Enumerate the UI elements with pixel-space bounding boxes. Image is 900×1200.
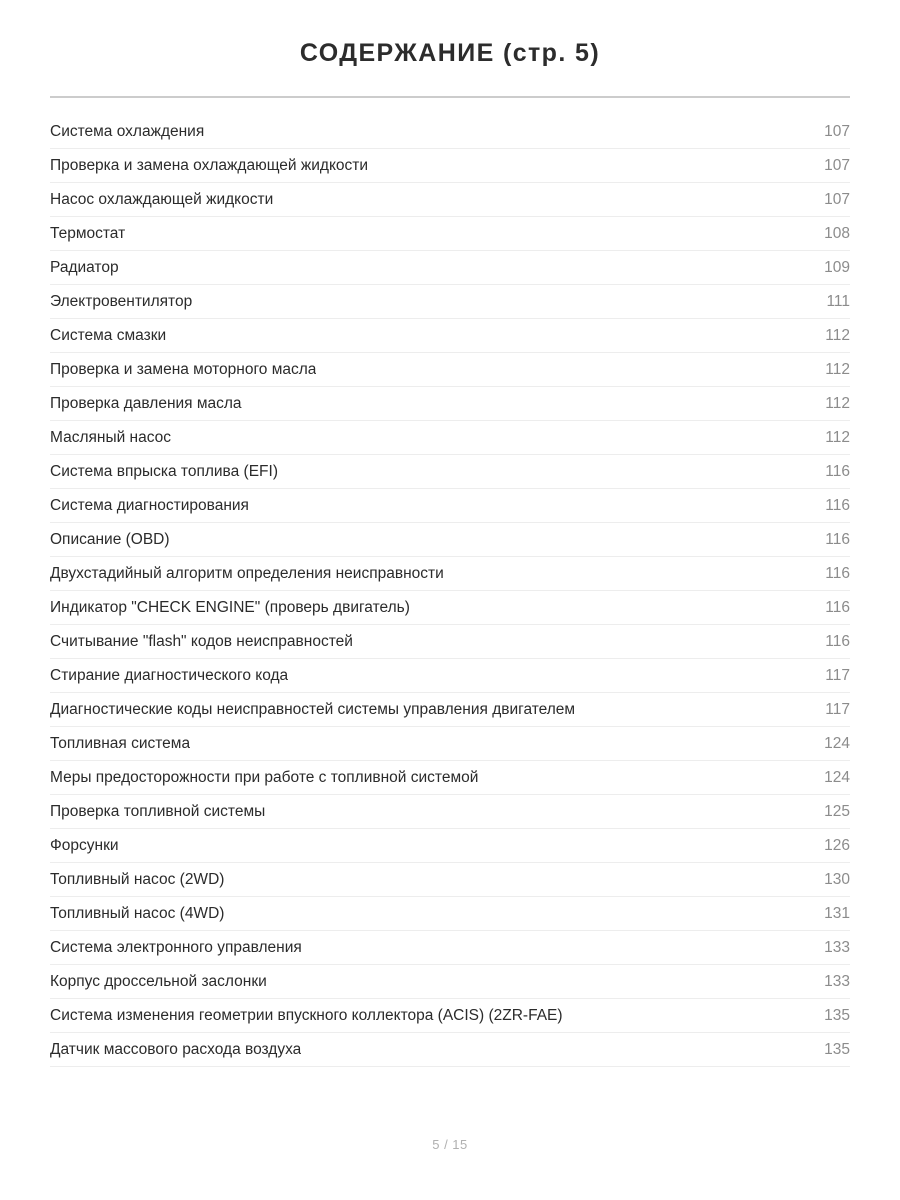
toc-entry-label: Датчик массового расхода воздуха bbox=[50, 1041, 302, 1059]
toc-entry-page-number: 133 bbox=[824, 973, 850, 991]
toc-entry[interactable] bbox=[50, 319, 850, 353]
toc-entry-label: Проверка давления масла bbox=[50, 395, 242, 413]
toc-entry-label: Стирание диагностического кода bbox=[50, 667, 289, 685]
toc-entry[interactable] bbox=[50, 863, 850, 897]
toc-entry[interactable] bbox=[50, 1033, 850, 1067]
toc-entry[interactable] bbox=[50, 489, 850, 523]
toc-entry[interactable] bbox=[50, 795, 850, 829]
toc-entry[interactable] bbox=[50, 183, 850, 217]
toc-entry-page-number: 116 bbox=[825, 565, 850, 583]
toc-entry-page-number: 130 bbox=[824, 871, 850, 889]
toc-entry-label: Меры предосторожности при работе с топливной системой bbox=[50, 769, 479, 787]
toc-entry-page-number: 112 bbox=[825, 361, 850, 379]
toc-entry-label: Топливный насос (2WD) bbox=[50, 871, 225, 889]
toc-entry-label: Топливная система bbox=[50, 735, 191, 753]
toc-entry[interactable] bbox=[50, 149, 850, 183]
toc-entry-page-number: 125 bbox=[824, 803, 850, 821]
toc-entry[interactable] bbox=[50, 625, 850, 659]
toc-entry-page-number: 116 bbox=[825, 463, 850, 481]
toc-entry-label: Насос охлаждающей жидкости bbox=[50, 191, 274, 209]
toc-entry[interactable] bbox=[50, 251, 850, 285]
toc-entry-page-number: 124 bbox=[824, 769, 850, 787]
toc-entry[interactable] bbox=[50, 897, 850, 931]
toc-entry-label: Двухстадийный алгоритм определения неисправности bbox=[50, 565, 444, 583]
toc-entry-label: Масляный насос bbox=[50, 429, 172, 447]
toc-entry-label: Проверка и замена моторного масла bbox=[50, 361, 317, 379]
toc-entry-label: Система диагностирования bbox=[50, 497, 249, 515]
page-title: СОДЕРЖАНИЕ (стр. 5) bbox=[299, 39, 601, 67]
toc-entry[interactable] bbox=[50, 455, 850, 489]
toc-entry-label: Проверка топливной системы bbox=[50, 803, 266, 821]
toc-entry-page-number: 107 bbox=[824, 191, 850, 209]
toc-entry-page-number: 135 bbox=[824, 1007, 850, 1025]
toc-entry-page-number: 108 bbox=[824, 225, 850, 243]
toc-entry-label: Проверка и замена охлаждающей жидкости bbox=[50, 157, 369, 175]
toc-entry[interactable] bbox=[50, 217, 850, 251]
toc-entry-label: Система смазки bbox=[50, 327, 167, 345]
toc-entry-label: Индикатор "CHECK ENGINE" (проверь двигатель) bbox=[50, 599, 410, 617]
toc-entry-page-number: 124 bbox=[824, 735, 850, 753]
toc-entry-page-number: 117 bbox=[825, 701, 850, 719]
toc-entry-page-number: 117 bbox=[825, 667, 850, 685]
toc-entry[interactable] bbox=[50, 353, 850, 387]
toc-entry-label: Система охлаждения bbox=[50, 123, 205, 141]
toc-entry-label: Считывание "flash" кодов неисправностей bbox=[50, 633, 353, 651]
toc-entry-page-number: 116 bbox=[825, 497, 850, 515]
toc-entry[interactable] bbox=[50, 999, 850, 1033]
toc-entry[interactable] bbox=[50, 931, 850, 965]
toc-entry-label: Диагностические коды неисправностей системы управления двигателем bbox=[50, 701, 576, 719]
toc-entry-label: Форсунки bbox=[50, 837, 119, 855]
table-of-contents bbox=[50, 115, 850, 1067]
toc-entry-label: Система электронного управления bbox=[50, 939, 302, 957]
toc-entry[interactable] bbox=[50, 693, 850, 727]
toc-entry-page-number: 126 bbox=[824, 837, 850, 855]
toc-entry-page-number: 112 bbox=[825, 395, 850, 413]
toc-entry[interactable] bbox=[50, 761, 850, 795]
toc-entry-page-number: 135 bbox=[824, 1041, 850, 1059]
toc-entry[interactable] bbox=[50, 557, 850, 591]
toc-entry-label: Система впрыска топлива (EFI) bbox=[50, 463, 278, 481]
toc-entry[interactable] bbox=[50, 115, 850, 149]
toc-entry-page-number: 107 bbox=[824, 123, 850, 141]
toc-entry[interactable] bbox=[50, 829, 850, 863]
toc-entry-page-number: 133 bbox=[824, 939, 850, 957]
toc-entry-label: Описание (OBD) bbox=[50, 531, 170, 549]
toc-entry[interactable] bbox=[50, 387, 850, 421]
toc-entry[interactable] bbox=[50, 659, 850, 693]
toc-entry[interactable] bbox=[50, 421, 850, 455]
toc-entry-label: Термостат bbox=[50, 225, 126, 243]
toc-entry[interactable] bbox=[50, 965, 850, 999]
toc-entry[interactable] bbox=[50, 523, 850, 557]
toc-entry-label: Радиатор bbox=[50, 259, 119, 277]
toc-entry-page-number: 109 bbox=[824, 259, 850, 277]
toc-entry[interactable] bbox=[50, 727, 850, 761]
toc-entry-label: Корпус дроссельной заслонки bbox=[50, 973, 267, 991]
toc-entry-page-number: 107 bbox=[824, 157, 850, 175]
toc-entry-page-number: 111 bbox=[826, 293, 850, 311]
toc-entry-label: Топливный насос (4WD) bbox=[50, 905, 225, 923]
toc-entry-label: Электровентилятор bbox=[50, 293, 193, 311]
toc-entry-page-number: 116 bbox=[825, 633, 850, 651]
page-footer: 5 / 15 bbox=[432, 1137, 468, 1152]
toc-entry-page-number: 116 bbox=[825, 531, 850, 549]
toc-entry-label: Система изменения геометрии впускного коллектора (ACIS) (2ZR-FAE) bbox=[50, 1007, 563, 1025]
toc-entry[interactable] bbox=[50, 285, 850, 319]
toc-entry-page-number: 116 bbox=[825, 599, 850, 617]
title-divider bbox=[50, 96, 850, 98]
toc-entry-page-number: 112 bbox=[825, 429, 850, 447]
toc-entry-page-number: 131 bbox=[824, 905, 850, 923]
toc-entry-page-number: 112 bbox=[825, 327, 850, 345]
toc-entry[interactable] bbox=[50, 591, 850, 625]
